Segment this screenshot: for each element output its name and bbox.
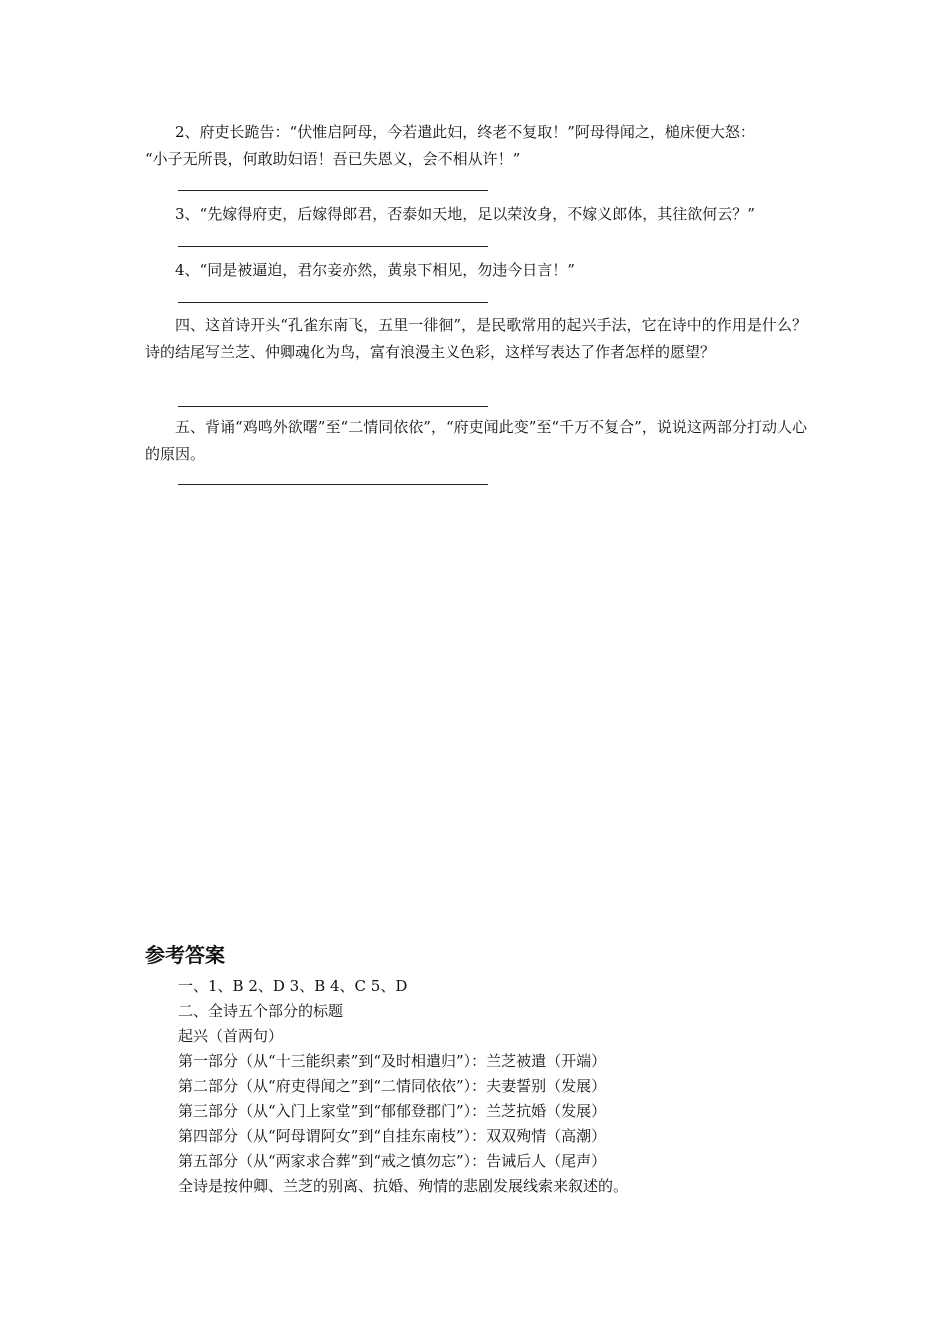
question-4: 4、“同是被逼迫，君尔妾亦然，黄泉下相见，勿违今日言！”	[175, 261, 575, 279]
answer-blank-line	[178, 406, 488, 407]
question-2-line-2: “小子无所畏，何敢助妇语！吾已失恩义，会不相从许！”	[145, 150, 521, 168]
answers-heading: 参考答案	[145, 943, 225, 967]
answer-line: 第四部分（从“阿母谓阿女”到“自挂东南枝”）：双双殉情（高潮）	[178, 1127, 607, 1145]
answer-line: 第三部分（从“入门上家堂”到“郁郁登郡门”）：兰芝抗婚（发展）	[178, 1102, 607, 1120]
answer-line: 第五部分（从“两家求合葬”到“戒之慎勿忘”）：告诫后人（尾声）	[178, 1152, 607, 1170]
question-3: 3、“先嫁得府吏，后嫁得郎君，否泰如天地，足以荣汝身，不嫁义郎体，其往欲何云？”	[175, 205, 755, 223]
answer-line: 一、1、B 2、D 3、B 4、C 5、D	[178, 977, 408, 995]
section-4-question: 四、这首诗开头“孔雀东南飞，五里一徘徊”，是民歌常用的起兴手法，它在诗中的作用是什么？诗的结尾写兰芝、仲卿魂化为鸟，富有浪漫主义色彩，这样写表达了作者怎样的愿望？	[145, 316, 807, 361]
answer-line: 二、全诗五个部分的标题	[178, 1002, 344, 1020]
answer-line: 第一部分（从“十三能织素”到“及时相遣归”）：兰芝被遣（开端）	[178, 1052, 607, 1070]
section-5-question: 五、背诵“鸡鸣外欲曙”至“二情同依依”，“府吏闻此变”至“千万不复合”，说说这两部分打动人心的原因。	[145, 418, 807, 463]
answer-blank-line	[178, 190, 488, 191]
answer-line: 第二部分（从“府吏得闻之”到“二情同依依”）：夫妻誓别（发展）	[178, 1077, 607, 1095]
answer-blank-line	[178, 484, 488, 485]
question-2-line-1: 2、府吏长跪告：“伏惟启阿母，今若遣此妇，终老不复取！”阿母得闻之，槌床便大怒：	[175, 123, 755, 141]
answer-blank-line	[178, 246, 488, 247]
answer-blank-line	[178, 302, 488, 303]
answer-line: 全诗是按仲卿、兰芝的别离、抗婚、殉情的悲剧发展线索来叙述的。	[178, 1177, 629, 1195]
answer-line: 起兴（首两句）	[178, 1027, 284, 1045]
